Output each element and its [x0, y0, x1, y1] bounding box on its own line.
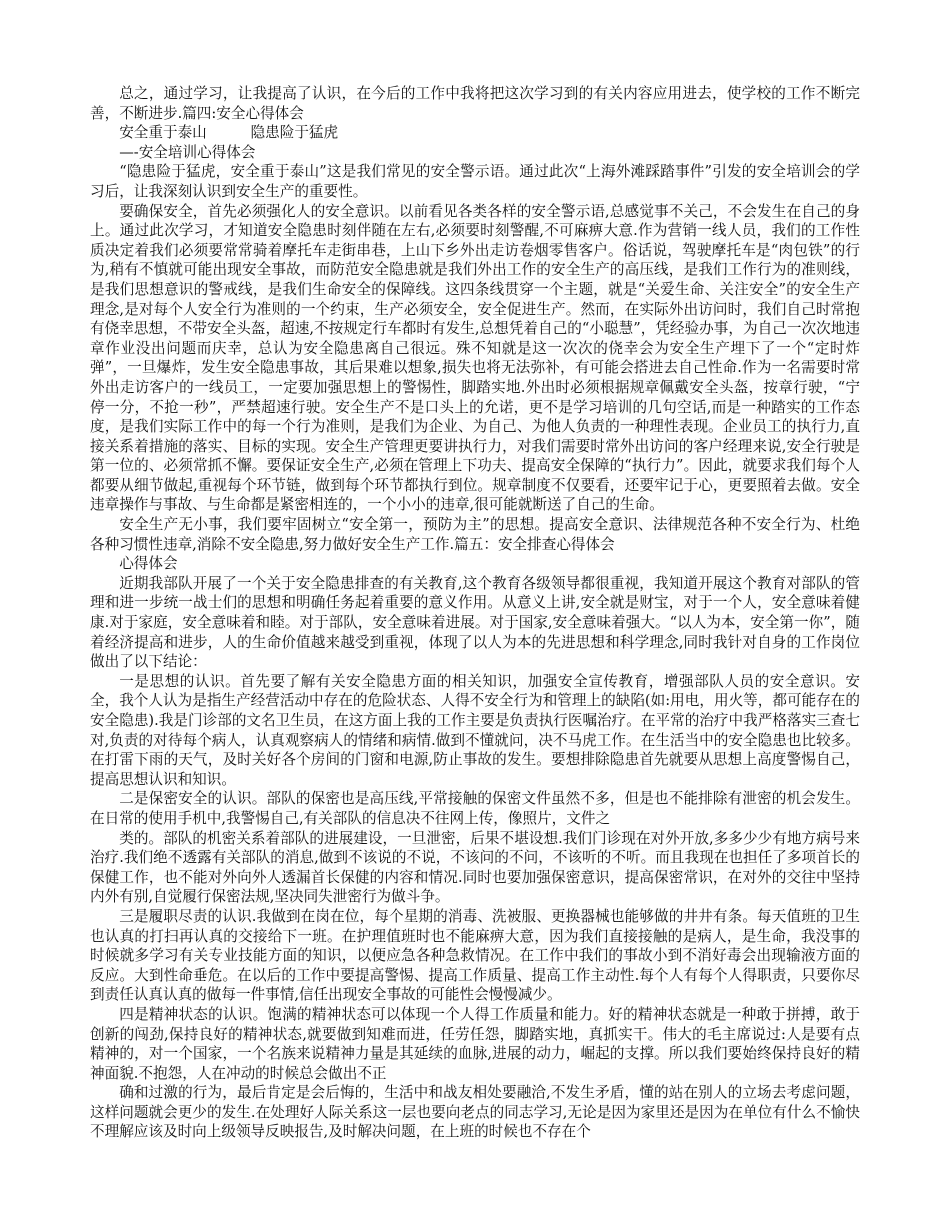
- paragraph-point-two-continued: 类的。部队的机密关系着部队的进展建设，一旦泄密，后果不堪设想.我们门诊现在对外开放,多多少少有地方病号来治疗.我们绝不透露有关部队的消息,做到不该说的不说，不该问的不问，不该听的不听。而且我现在也担任了多项首长的保健工作，也不能对外向外人透漏首长保健的内容和情况.同时也要加强保密意识，提高保密常识，在对外的交往中坚持内外有别,自觉履行保密法规,坚决同失泄密行为做斗争。: [90, 829, 860, 906]
- paragraph-point-one: 一是思想的认识。首先要了解有关安全隐患方面的相关知识，加强安全宣传教育，增强部队人员的安全意识。安全，我个人认为是指生产经营活动中存在的危险状态、人得不安全行为和管理上的缺陷(如:用电，用火等，都可能存在的安全隐患).我是门诊部的文名卫生员，在这方面上我的工作主要是负责执行医嘱治疗。在平常的治疗中我严格落实三查七对,负责的对待每个病人，认真观察病人的情绪和病情.做到不懂就问，决不马虎工作。在生活当中的安全隐患也比较多。在打雷下雨的天气，及时关好各个房间的门窗和电源,防止事故的发生。要想排除隐患首先就要从思想上高度警惕自己，提高思想认识和知识。: [90, 672, 860, 788]
- paragraph-point-two: 二是保密安全的认识。部队的保密也是高压线,平常接触的保密文件虽然不多，但是也不能排除有泄密的机会发生。在日常的使用手机中,我警惕自己,有关部队的信息决不往网上传，像照片，文件之: [90, 790, 860, 827]
- section-heading-experience: 心得体会: [119, 555, 178, 573]
- document-body: [90, 84, 860, 1142]
- section-heading-slogan: 安全重于泰山 隐患险于猛虎: [119, 124, 339, 142]
- paragraph-hazard-inspection: 近期我部队开展了一个关于安全隐患排查的有关教育,这个教育各级领导都很重视，我知道开展这个教育对部队的管理和进一步统一战士们的思想和明确任务起着重要的意义作用。从意义上讲,安全就是财宝，对于一个人，安全意味着健康.对于家庭，安全意味着和睦。对于部队，安全意味着进展。对于国家,安全意味着强大。“以人为本，安全第一你”，随着经济提高和进步，人的生命价值越来越受到重视，体现了以人为本的先进思想和科学理念,同时我针对自身的工作岗位做出了以下结论：: [90, 574, 860, 671]
- paragraph-conclusion: 总之，通过学习，让我提高了认识，在今后的工作中我将把这次学习到的有关内容应用进去，使学校的工作不断完善，不断进步.篇四:安全心得体会: [90, 85, 860, 122]
- section-subtitle: —-安全培训心得体会: [119, 143, 256, 161]
- paragraph-point-three: 三是履职尽责的认识.我做到在岗在位，每个星期的消毒、洗被服、更换器械也能够做的井井有条。每天值班的卫生也认真的打扫再认真的交接给下一班。在护理值班时也不能麻痹大意，因为我们直接接触的是病人，是生命，我没事的时候就多学习有关专业技能方面的知识，以便应急各种急救情况。在工作中我们的事故小到不消好毒会出现输液方面的反应。大到性命垂危。在以后的工作中要提高警惕、提高工作质量、提高工作主动性.每个人有每个人得职责，只要你尽到责任认真认真的做每一件事情,信任出现安全事故的可能性会慢慢减少。: [90, 907, 860, 1004]
- paragraph-point-four: 四是精神状态的认识。饱满的精神状态可以体现一个人得工作质量和能力。好的精神状态就是一种敢于拼搏，敢于创新的闯劲,保持良好的精神状态,就要做到知难而进，任劳任怨，脚踏实地，真抓实干。伟大的毛主席说过:人是要有点精神的，对一个国家，一个名族来说精神力量是其延续的血脉,进展的动力，崛起的支撑。所以我们要始终保持良好的精神面貌.不抱怨，人在冲动的时候总会做出不正: [90, 1005, 860, 1082]
- paragraph-safety-awareness: 要确保安全，首先必须强化人的安全意识。以前看见各类各样的安全警示语,总感觉事不关己，不会发生在自己的身上。通过此次学习，才知道安全隐患时刻伴随在左右,必须要时刻警醒,不可麻痹大意.作为营销一线人员，我们的工作性质决定着我们必须要常常骑着摩托车走街串巷，上山下乡外出走访卷烟零售客户。俗话说，驾驶摩托车是“肉包铁”的行为,稍有不慎就可能出现安全事故，而防范安全隐患就是我们外出工作的安全生产的高压线，是我们工作行为的准则线，是我们思想意识的警戒线，是我们生命安全的保障线。这四条线贯穿一个主题，就是“关爱生命、关注安全”的安全生产理念,是对每个人安全行为准则的一个约束，生产必须安全，安全促进生产。然而，在实际外出访问时，我们自己时常抱有侥幸思想，不带安全头盔，超速,不按规定行车都时有发生,总想凭着自己的“小聪慧”，凭经验办事，为自己一次次地违章作业没出问题而庆幸，总认为安全隐患离自己很远。殊不知就是这一次次的侥幸会为安全生产埋下了一个“定时炸弹”，一旦爆炸，发生安全隐患事故，其后果难以想象,损失也将无法弥补，有可能会搭进去自己性命.作为一名需要时常外出走访客户的一线员工，一定要加强思想上的警惕性，脚踏实地.外出时必须根据规章佩戴安全头盔，按章行驶，“宁停一分，不抢一秒”，严禁超速行驶。安全生产不是口头上的允诺，更不是学习培训的几句空话,而是一种踏实的工作态度，是我们实际工作中的每一个行为准则，是我们为企业、为自己、为他人负责的一种理性表现。企业员工的执行力,直接关系着措施的落实、目标的实现。安全生产管理更要讲执行力，对我们需要时常外出访问的客户经理来说,安全行驶是第一位的、必须常抓不懈。要保证安全生产,必须在管理上下功夫、提高安全保障的“执行力”。因此，就要求我们每个人都要从细节做起,重视每个环节链，做到每个环节都执行到位。规章制度不仅要看，还要牢记于心，更要照着去做。安全违章操作与事故、与生命都是紧密相连的，一个小小的违章,很可能就断送了自己的生命。: [90, 202, 860, 514]
- paragraph-safety-first: 安全生产无小事，我们要牢固树立“安全第一，预防为主”的思想。提高安全意识、法律规范各种不安全行为、杜绝各种习惯性违章,消除不安全隐患,努力做好安全生产工作.篇五：安全排查心得体会: [90, 516, 860, 553]
- paragraph-intro: “隐患险于猛虎，安全重于泰山”这是我们常见的安全警示语。通过此次“上海外滩踩踏事件”引发的安全培训会的学习后，让我深刻认识到安全生产的重要性。: [90, 163, 860, 200]
- paragraph-point-four-continued: 确和过激的行为，最后肯定是会后悔的，生活中和战友相处要融洽,不发生矛盾，懂的站在别人的立场去考虑问题，这样问题就会更少的发生.在处理好人际关系这一层也要向老点的同志学习,无论是因为家里还是因为在单位有什么不愉快不理解应该及时向上级领导反映报告,及时解决问题，在上班的时候也不存在个: [90, 1084, 860, 1141]
